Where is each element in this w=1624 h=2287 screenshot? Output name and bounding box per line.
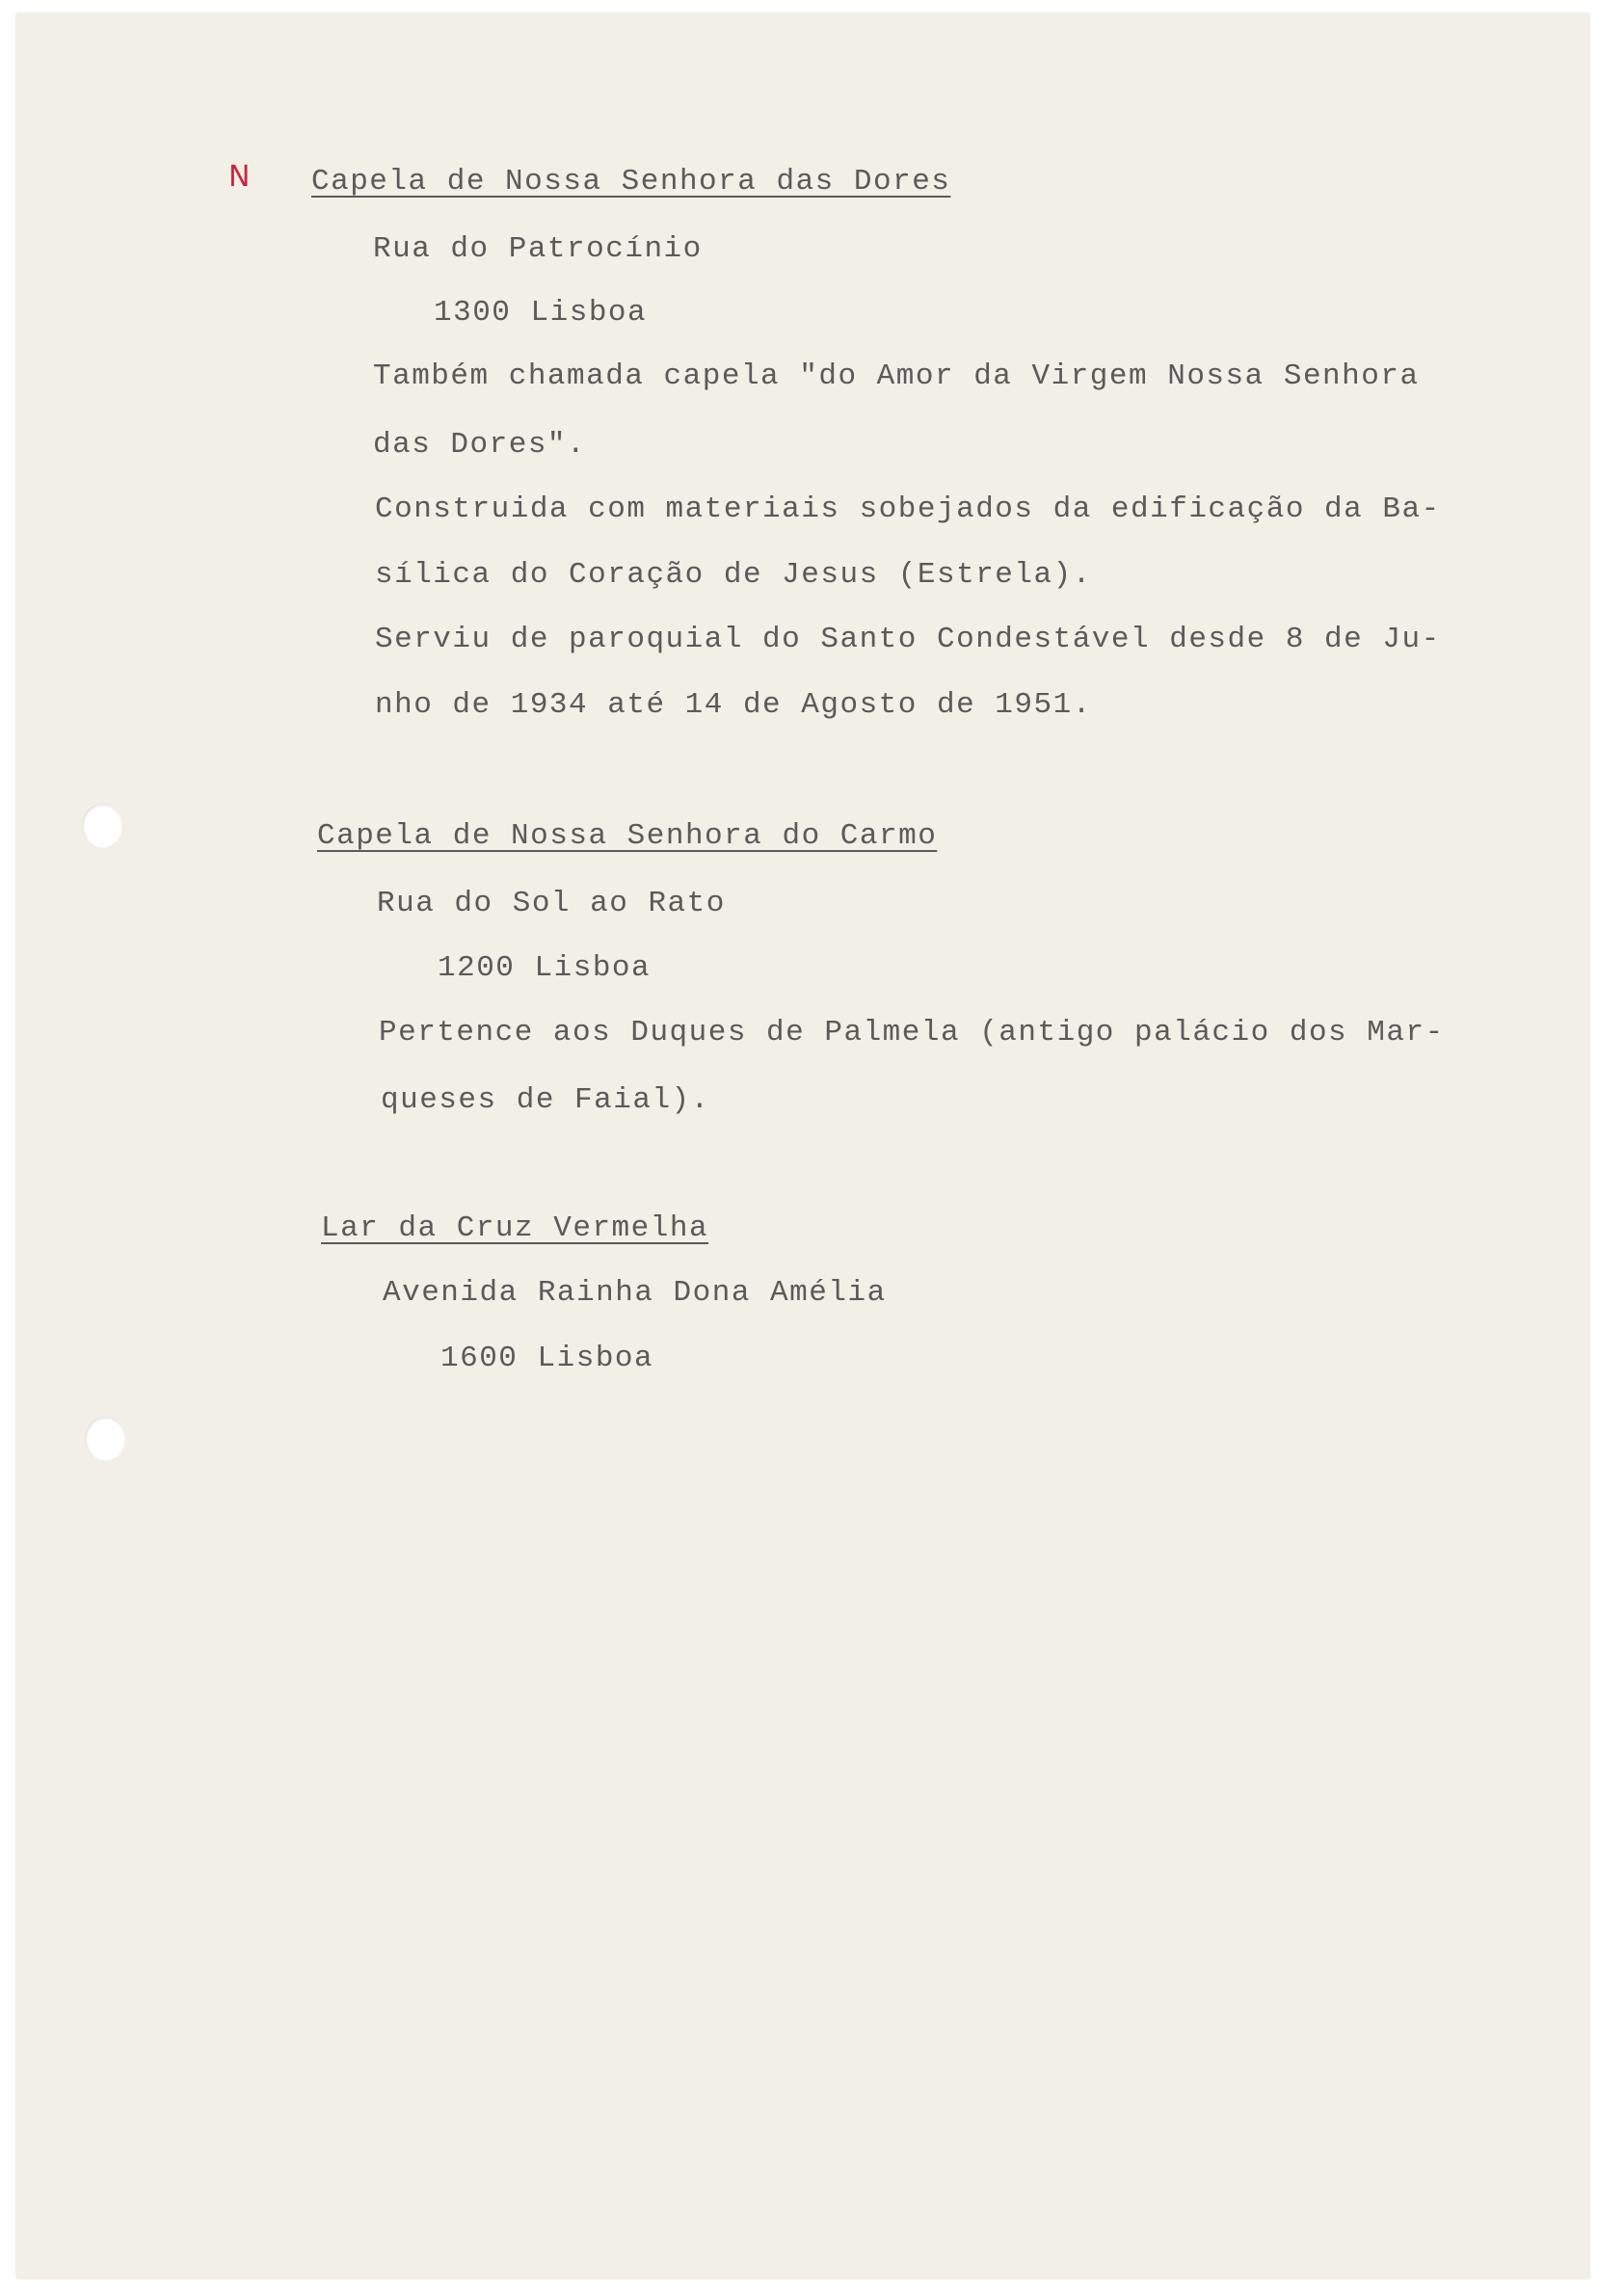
address-postcode: 1200 Lisboa xyxy=(438,951,652,985)
description-line: das Dores". xyxy=(373,428,587,462)
punch-hole-lower xyxy=(85,1417,125,1461)
punch-hole-upper xyxy=(82,804,122,848)
description-line: Também chamada capela "do Amor da Virgem Nossa Senhora xyxy=(373,359,1420,393)
entry-heading: Capela de Nossa Senhora do Carmo xyxy=(317,819,938,853)
typewritten-page xyxy=(16,13,1589,2278)
description-line: queses de Faial). xyxy=(381,1083,710,1117)
address-street: Rua do Sol ao Rato xyxy=(377,887,726,920)
description-line: Pertence aos Duques de Palmela (antigo palácio dos Mar- xyxy=(379,1016,1445,1050)
entry-heading: Capela de Nossa Senhora das Dores xyxy=(311,165,951,199)
entry-heading: Lar da Cruz Vermelha xyxy=(321,1211,709,1245)
address-street: Avenida Rainha Dona Amélia xyxy=(383,1276,887,1310)
description-line: sílica do Coração de Jesus (Estrela). xyxy=(375,558,1092,592)
address-postcode: 1600 Lisboa xyxy=(440,1342,654,1375)
address-postcode: 1300 Lisboa xyxy=(434,296,648,330)
description-line: Construida com materiais sobejados da edificação da Ba- xyxy=(375,492,1441,526)
description-line: nho de 1934 até 14 de Agosto de 1951. xyxy=(375,688,1092,722)
description-line: Serviu de paroquial do Santo Condestável desde 8 de Ju- xyxy=(375,623,1441,656)
margin-mark: N xyxy=(228,160,251,194)
address-street: Rua do Patrocínio xyxy=(373,232,703,266)
